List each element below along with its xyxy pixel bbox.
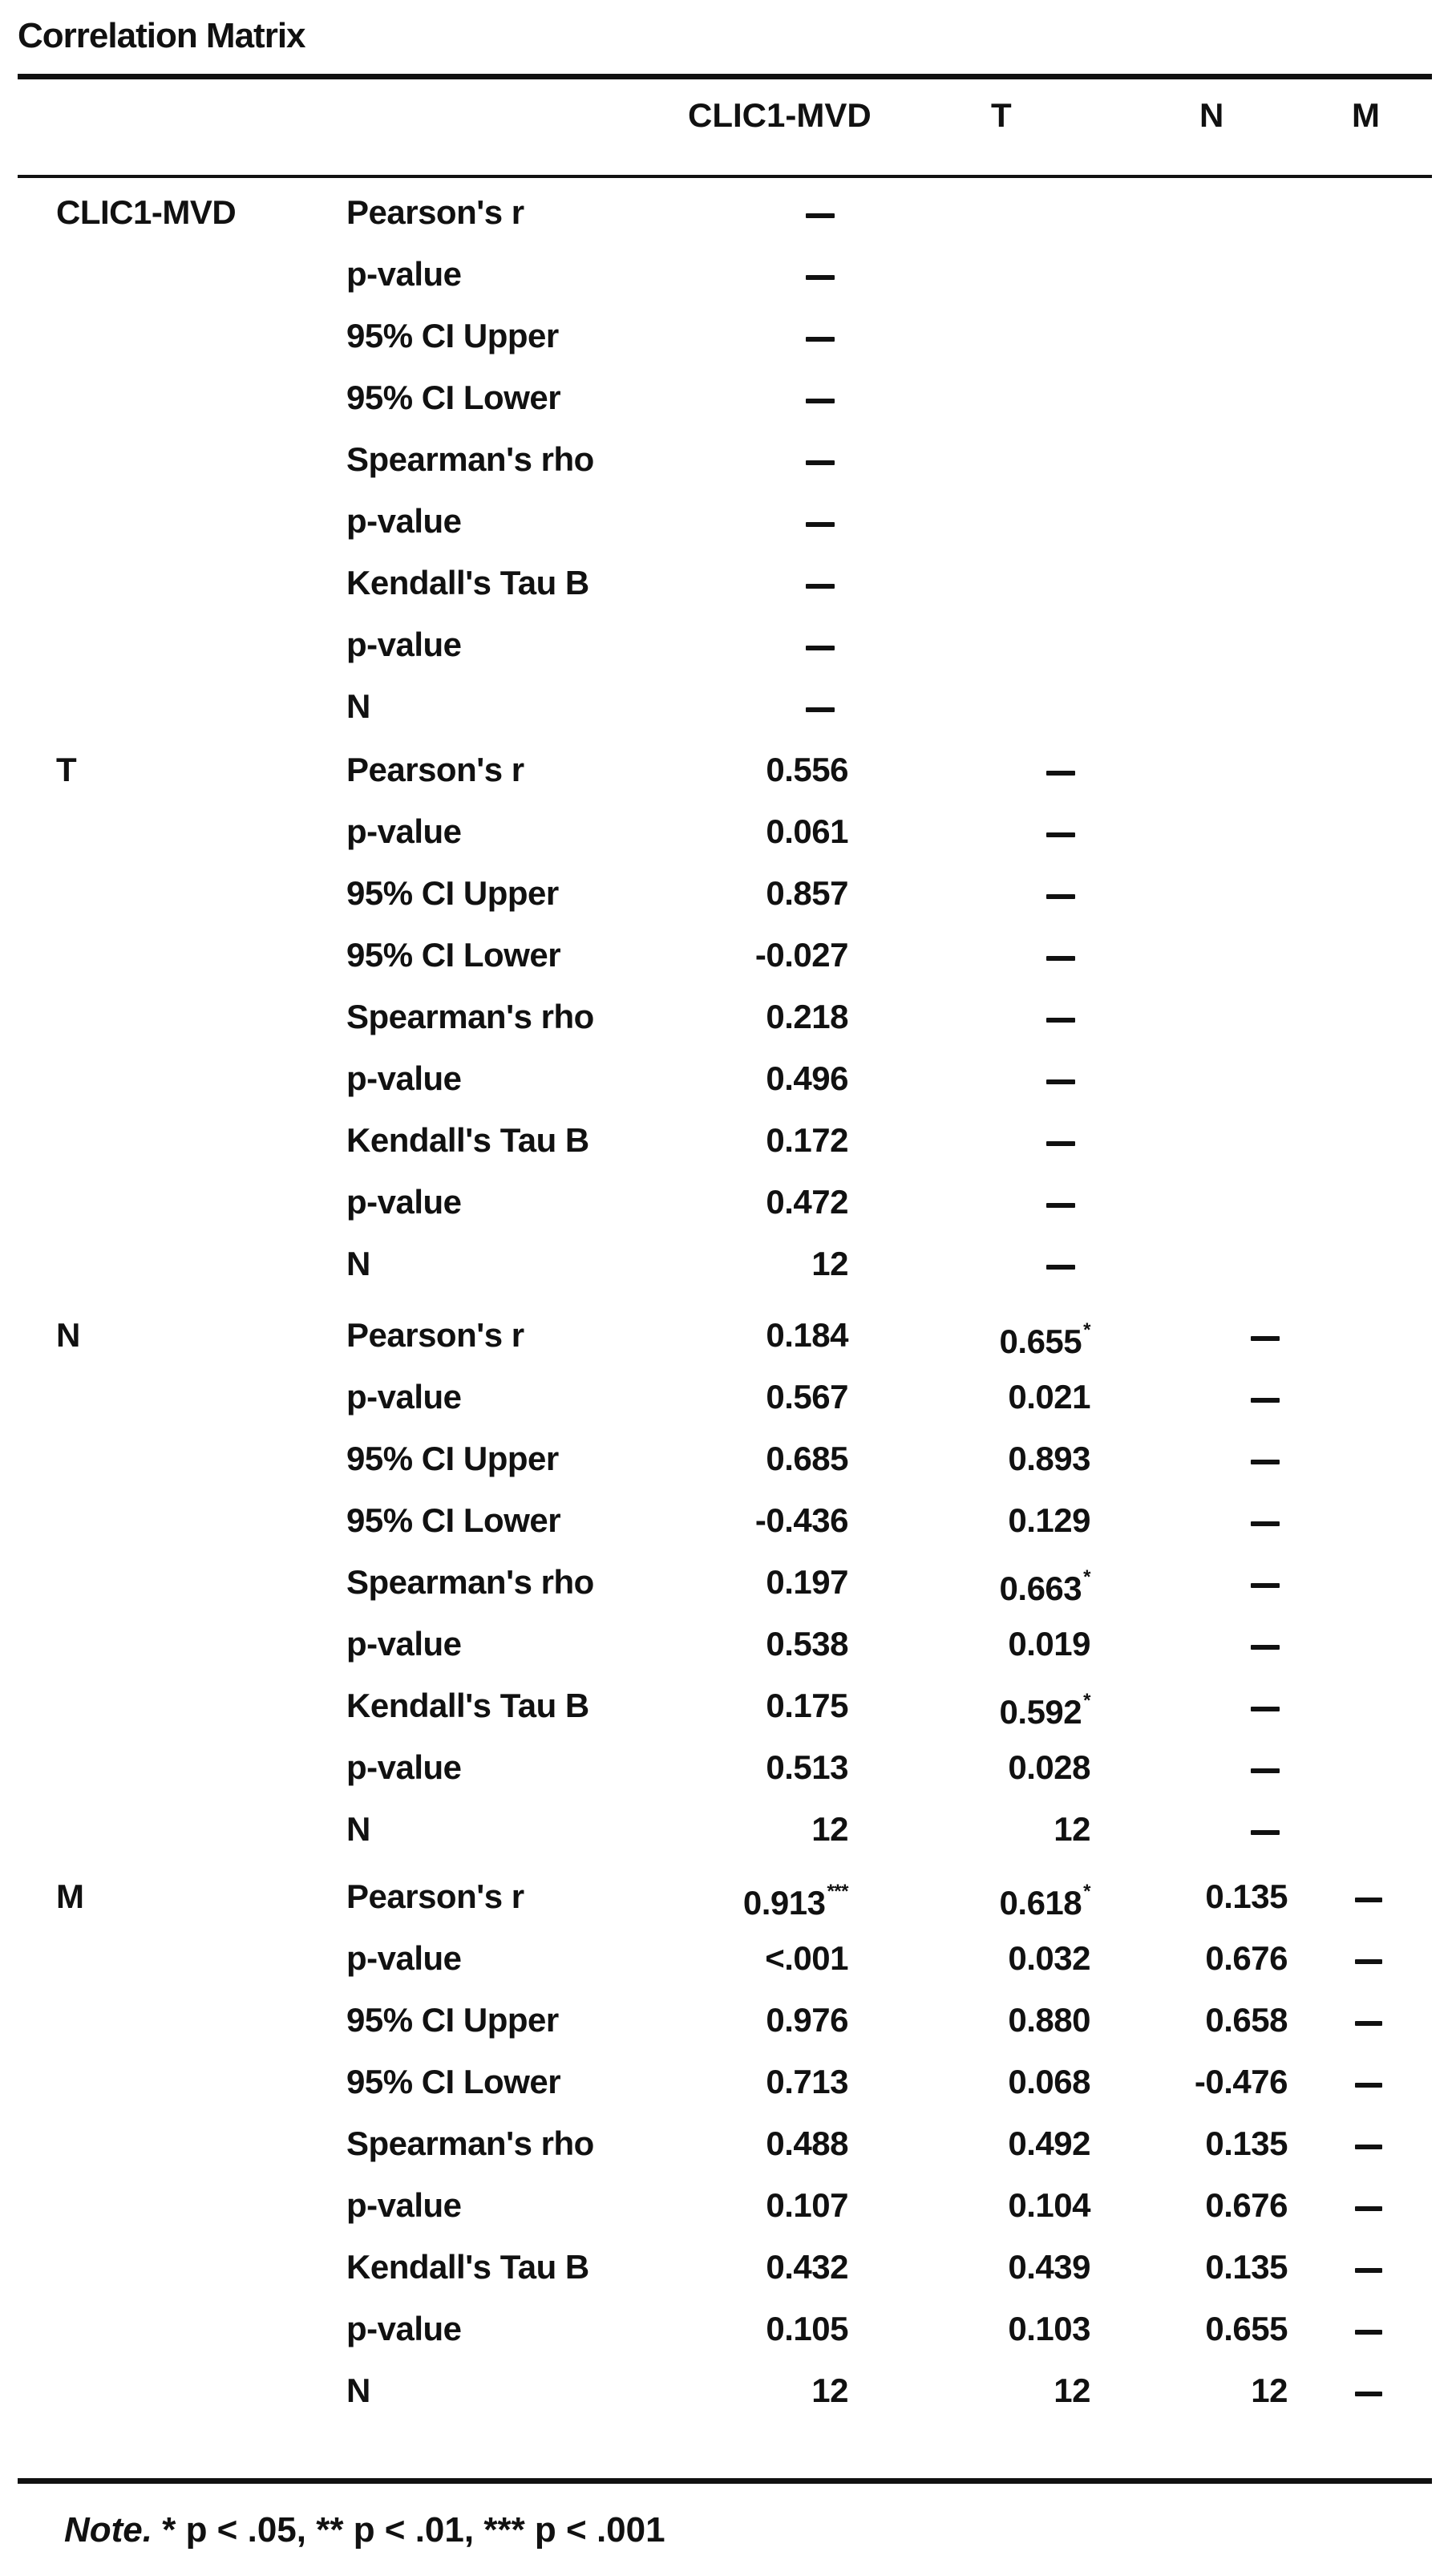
value-cell: 0.129 xyxy=(1008,1501,1090,1539)
note-text: * p < .05, ** p < .01, *** p < .001 xyxy=(162,2510,665,2550)
measure-label: 95% CI Upper xyxy=(346,317,559,354)
dash-mark xyxy=(806,275,835,280)
value-cell: 0.032 xyxy=(1008,1939,1090,1977)
value-cell: 0.655* xyxy=(999,1319,1090,1360)
dash-mark xyxy=(1046,1265,1075,1270)
value-cell: <.001 xyxy=(765,1939,848,1977)
measure-label: p-value xyxy=(346,626,462,663)
dash-mark xyxy=(1046,1203,1075,1208)
measure-label: p-value xyxy=(346,1183,462,1221)
value-cell: 0.104 xyxy=(1008,2186,1090,2224)
value-cell: 12 xyxy=(811,2371,848,2409)
value-cell: -0.027 xyxy=(754,936,848,974)
measure-label: p-value xyxy=(346,1059,462,1097)
value-cell: 12 xyxy=(1054,1810,1090,1848)
measure-label: p-value xyxy=(346,1625,462,1663)
dash-mark xyxy=(1355,1898,1382,1902)
measure-label: p-value xyxy=(346,1748,462,1786)
value-cell: 0.135 xyxy=(1205,2124,1288,2162)
group-label: T xyxy=(56,751,77,788)
value-cell: 0.658 xyxy=(1205,2001,1288,2039)
measure-label: 95% CI Upper xyxy=(346,2001,559,2039)
dash-mark xyxy=(1355,2392,1382,2396)
value-cell: 0.103 xyxy=(1008,2310,1090,2347)
dash-mark xyxy=(1046,894,1075,899)
measure-label: p-value xyxy=(346,812,462,850)
dash-mark xyxy=(1355,2021,1382,2026)
measure-label: Kendall's Tau B xyxy=(346,1121,589,1159)
measure-label: p-value xyxy=(346,2310,462,2347)
measure-label: Pearson's r xyxy=(346,193,524,231)
dash-mark xyxy=(806,646,835,650)
table-title: Correlation Matrix xyxy=(18,16,305,55)
column-header-t: T xyxy=(991,96,1012,134)
value-cell: -0.436 xyxy=(754,1501,848,1539)
dash-mark xyxy=(1251,1645,1280,1650)
value-cell: 0.105 xyxy=(766,2310,848,2347)
measure-label: N xyxy=(346,1245,370,1282)
measure-label: 95% CI Upper xyxy=(346,1440,559,1477)
dash-mark xyxy=(1046,956,1075,961)
measure-label: Spearman's rho xyxy=(346,998,594,1035)
dash-mark xyxy=(1251,1707,1280,1711)
value-cell: 0.857 xyxy=(766,874,848,912)
value-cell: 0.893 xyxy=(1008,1440,1090,1477)
dash-mark xyxy=(1355,2145,1382,2149)
measure-label: p-value xyxy=(346,2186,462,2224)
value-cell: 0.655 xyxy=(1205,2310,1288,2347)
value-cell: 0.513 xyxy=(766,1748,848,1786)
table-note xyxy=(64,2510,665,2550)
value-cell: 0.880 xyxy=(1008,2001,1090,2039)
value-cell: 0.218 xyxy=(766,998,848,1035)
value-cell: 0.976 xyxy=(766,2001,848,2039)
header-rule xyxy=(18,175,1432,178)
column-header-clic1-mvd: CLIC1-MVD xyxy=(688,96,872,134)
value-cell: 0.472 xyxy=(766,1183,848,1221)
value-cell: 12 xyxy=(1251,2371,1288,2409)
value-cell: 0.663* xyxy=(999,1566,1090,1607)
value-cell: 0.432 xyxy=(766,2248,848,2286)
measure-label: 95% CI Lower xyxy=(346,379,561,416)
value-cell: 12 xyxy=(811,1810,848,1848)
measure-label: 95% CI Upper xyxy=(346,874,559,912)
dash-mark xyxy=(1046,1141,1075,1146)
value-cell: 0.556 xyxy=(766,751,848,788)
value-cell: 0.172 xyxy=(766,1121,848,1159)
value-cell: 0.685 xyxy=(766,1440,848,1477)
dash-mark xyxy=(806,584,835,589)
value-cell: 12 xyxy=(1054,2371,1090,2409)
dash-mark xyxy=(1046,771,1075,776)
value-cell: 0.913*** xyxy=(742,1881,848,1922)
dash-mark xyxy=(1251,1521,1280,1526)
group-label: CLIC1-MVD xyxy=(56,193,237,231)
dash-mark xyxy=(1355,2206,1382,2211)
value-cell: 0.107 xyxy=(766,2186,848,2224)
value-cell: 0.197 xyxy=(766,1563,848,1601)
dash-mark xyxy=(1046,1018,1075,1023)
value-cell: 0.068 xyxy=(1008,2063,1090,2100)
value-cell: 0.019 xyxy=(1008,1625,1090,1663)
value-cell: -0.476 xyxy=(1194,2063,1288,2100)
dash-mark xyxy=(1046,1079,1075,1084)
value-cell: 0.496 xyxy=(766,1059,848,1097)
measure-label: 95% CI Lower xyxy=(346,936,561,974)
dash-mark xyxy=(806,522,835,527)
value-cell: 0.492 xyxy=(1008,2124,1090,2162)
group-label: M xyxy=(56,1877,84,1915)
measure-label: Kendall's Tau B xyxy=(346,564,589,601)
measure-label: N xyxy=(346,1810,370,1848)
measure-label: p-value xyxy=(346,502,462,540)
measure-label: Spearman's rho xyxy=(346,1563,594,1601)
dash-mark xyxy=(1251,1336,1280,1341)
dash-mark xyxy=(1251,1460,1280,1464)
measure-label: p-value xyxy=(346,1378,462,1416)
measure-label: Kendall's Tau B xyxy=(346,1687,589,1724)
value-cell: 0.061 xyxy=(766,812,848,850)
column-header-m: M xyxy=(1352,96,1380,134)
measure-label: Spearman's rho xyxy=(346,2124,594,2162)
value-cell: 0.676 xyxy=(1205,2186,1288,2224)
column-header-n: N xyxy=(1199,96,1224,134)
value-cell: 0.538 xyxy=(766,1625,848,1663)
value-cell: 0.488 xyxy=(766,2124,848,2162)
measure-label: N xyxy=(346,2371,370,2409)
measure-label: N xyxy=(346,687,370,725)
value-cell: 0.592* xyxy=(999,1690,1090,1731)
measure-label: Pearson's r xyxy=(346,751,524,788)
note-label: Note. xyxy=(64,2510,152,2550)
value-cell: 0.567 xyxy=(766,1378,848,1416)
value-cell: 0.618* xyxy=(999,1881,1090,1922)
value-cell: 0.676 xyxy=(1205,1939,1288,1977)
dash-mark xyxy=(1355,2330,1382,2335)
dash-mark xyxy=(1355,2268,1382,2273)
dash-mark xyxy=(1251,1398,1280,1403)
value-cell: 0.135 xyxy=(1205,1877,1288,1915)
dash-mark xyxy=(806,337,835,342)
measure-label: Pearson's r xyxy=(346,1877,524,1915)
value-cell: 0.135 xyxy=(1205,2248,1288,2286)
dash-mark xyxy=(806,399,835,403)
dash-mark xyxy=(1355,1959,1382,1964)
measure-label: 95% CI Lower xyxy=(346,1501,561,1539)
dash-mark xyxy=(806,707,835,712)
value-cell: 12 xyxy=(811,1245,848,1282)
bottom-rule xyxy=(18,2478,1432,2484)
value-cell: 0.028 xyxy=(1008,1748,1090,1786)
dash-mark xyxy=(806,213,835,218)
value-cell: 0.184 xyxy=(766,1316,848,1354)
measure-label: Pearson's r xyxy=(346,1316,524,1354)
dash-mark xyxy=(1046,832,1075,837)
dash-mark xyxy=(1355,2083,1382,2088)
measure-label: p-value xyxy=(346,255,462,293)
dash-mark xyxy=(1251,1583,1280,1588)
top-rule xyxy=(18,74,1432,79)
value-cell: 0.175 xyxy=(766,1687,848,1724)
measure-label: Spearman's rho xyxy=(346,440,594,478)
dash-mark xyxy=(1251,1830,1280,1835)
value-cell: 0.021 xyxy=(1008,1378,1090,1416)
dash-mark xyxy=(1251,1768,1280,1773)
measure-label: 95% CI Lower xyxy=(346,2063,561,2100)
value-cell: 0.439 xyxy=(1008,2248,1090,2286)
group-label: N xyxy=(56,1316,80,1354)
measure-label: p-value xyxy=(346,1939,462,1977)
value-cell: 0.713 xyxy=(766,2063,848,2100)
dash-mark xyxy=(806,460,835,465)
measure-label: Kendall's Tau B xyxy=(346,2248,589,2286)
